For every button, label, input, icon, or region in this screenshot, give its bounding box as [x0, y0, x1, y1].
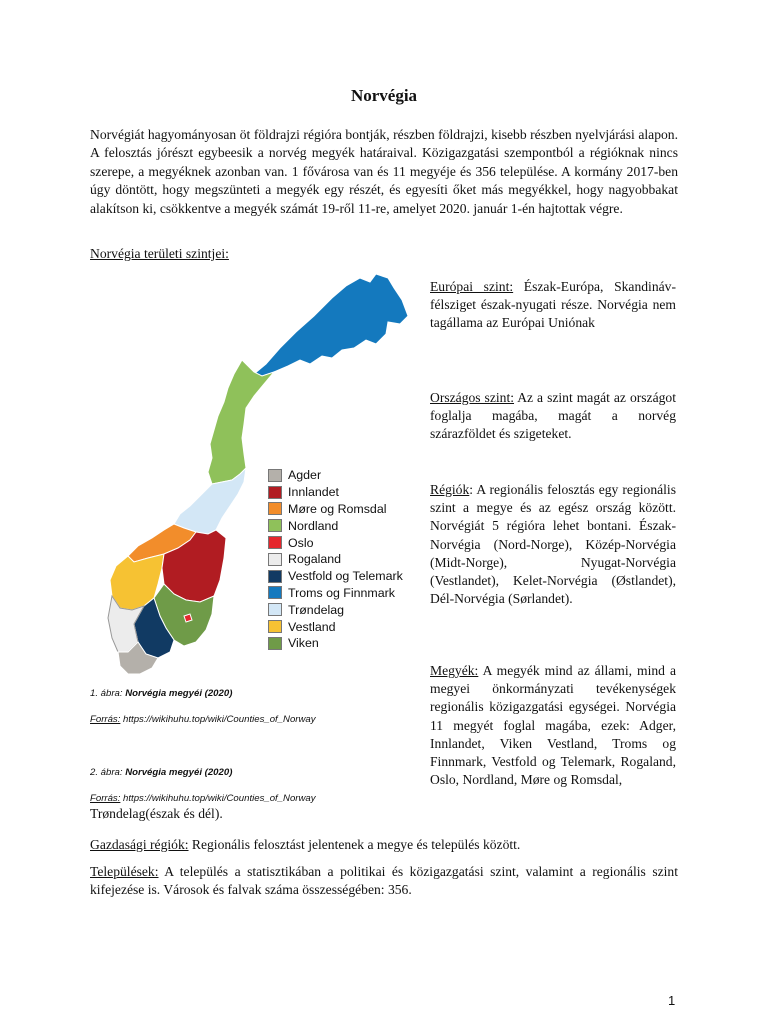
- section-heading: Norvégia területi szintjei:: [90, 246, 229, 261]
- figure-caption-2-title: Norvégia megyéi (2020): [125, 767, 233, 778]
- settlements-lead: Települések:: [90, 864, 159, 879]
- economic-regions-text: Regionális felosztást jelentenek a megye és település között.: [188, 837, 521, 852]
- legend-label: Nordland: [288, 518, 339, 533]
- level-counties-text: A megyék mind az állami, mind a megyei önkormányzati tevékenységek regionális közigazgatási egységei. Norvégia 11 megyét foglal magába, ezek: Adger, Innlandet, Viken Vestland, Troms og Finnmark, Vestfold og Telemark, Rogaland, Oslo, Nordland, Møre og Romsdal,: [430, 663, 676, 788]
- level-regions-lead: Régiók: [430, 482, 470, 497]
- counties-tail: Trøndelag(észak és dél).: [90, 806, 223, 821]
- legend-item: [268, 534, 403, 551]
- legend-item: [268, 517, 403, 534]
- level-counties-lead: Megyék:: [430, 663, 479, 678]
- legend-label: Vestland: [288, 619, 336, 634]
- map-legend: [268, 467, 403, 652]
- legend-label: Trøndelag: [288, 602, 345, 617]
- map-region-troms-og-finnmark: [254, 274, 408, 376]
- legend-label: Oslo: [288, 535, 314, 550]
- legend-label: Rogaland: [288, 552, 342, 567]
- level-counties: [430, 662, 676, 789]
- figure-caption-2: [90, 767, 232, 778]
- figure-source-1: [90, 714, 316, 725]
- page-title: Norvégia: [350, 86, 418, 105]
- legend-item: [268, 601, 403, 618]
- legend-swatch: [268, 570, 282, 583]
- legend-item: [268, 484, 403, 501]
- legend-swatch: [268, 620, 282, 633]
- legend-label: Agder: [288, 468, 322, 483]
- legend-swatch: [268, 502, 282, 515]
- level-european-text: Észak-Európa, Skandináv-félsziget észak-nyugati része. Norvégia nem tagállama az Európai Uniónak: [430, 279, 676, 331]
- level-regions: [430, 481, 676, 608]
- level-european: [430, 278, 676, 333]
- legend-label: Troms og Finnmark: [288, 585, 395, 600]
- figure-caption-1: [90, 688, 232, 699]
- legend-item: [268, 585, 403, 602]
- figure-caption-1-title: Norvégia megyéi (2020): [125, 688, 233, 699]
- legend-label: Møre og Romsdal: [288, 501, 387, 516]
- figure-caption-2-prefix: 2. ábra:: [90, 767, 126, 778]
- level-european-lead: Európai szint:: [430, 279, 514, 294]
- economic-regions-lead: Gazdasági régiók:: [90, 837, 189, 852]
- level-regions-text: : A regionális felosztás egy regionális szint a megye és az egész ország között. Norvégiát 5 régióra lehet bontani. Észak-Norvégia (Nord-Norge), Közép-Norvégia (Midt-Norge), Nyugat-Norvégia (Vestlandet), Kelet-Norvégia (Østlandet), Dél-Norvégia (Sørlandet).: [430, 482, 676, 607]
- figure-source-2-url: https://wikihuhu.top/wiki/Counties_of_Norway: [120, 793, 316, 804]
- legend-swatch: [268, 536, 282, 549]
- settlements: [90, 863, 678, 899]
- settlements-text: A település a statisztikában a politikai és közigazgatási szint, valamint a regionális szint kifejezése is. Városok és falvak száma összességében: 356.: [90, 864, 678, 898]
- legend-swatch: [268, 603, 282, 616]
- figure-source-2-label: Forrás:: [90, 793, 121, 804]
- map-region-oslo: [184, 614, 192, 622]
- intro-paragraph: Norvégiát hagyományosan öt földrajzi régióra bontják, részben földrajzi, kisebb részben nyelvjárási alapon. A felosztás jórészt egybeesik a norvég megyék határaival. Közigazgatási szempontból a régióknak nincs szerepe, a megyéknek azonban van. 1 fővárosa van és 11 megyéje és 356 települése. A kormány 2017-ben úgy döntött, hogy megszünteti a megyék egy részét, és egyesíti őket más megyékkel, hogy nagyobbakat alakítson ki, csökkentve a megyék számát 19-ről 11-re, amelyet 2020. január 1-én hajtottak végre.: [90, 127, 678, 216]
- figure-source-1-label: Forrás:: [90, 714, 121, 725]
- legend-swatch: [268, 519, 282, 532]
- legend-item: [268, 501, 403, 518]
- legend-item: [268, 568, 403, 585]
- legend-swatch: [268, 553, 282, 566]
- map-region-nordland: [208, 360, 274, 484]
- legend-label: Viken: [288, 636, 319, 651]
- legend-item: [268, 467, 403, 484]
- figure-caption-1-prefix: 1. ábra:: [90, 688, 126, 699]
- legend-swatch: [268, 469, 282, 482]
- legend-label: Innlandet: [288, 485, 339, 500]
- level-national: [430, 389, 676, 444]
- legend-item: [268, 551, 403, 568]
- page-number: 1: [668, 993, 676, 1008]
- legend-swatch: [268, 486, 282, 499]
- legend-item: [268, 618, 403, 635]
- figure-source-1-url: https://wikihuhu.top/wiki/Counties_of_Norway: [120, 714, 316, 725]
- legend-swatch: [268, 586, 282, 599]
- economic-regions: [90, 836, 678, 854]
- legend-label: Vestfold og Telemark: [288, 569, 403, 584]
- level-national-lead: Országos szint:: [430, 390, 515, 405]
- figure-source-2: [90, 793, 316, 804]
- level-national-text: Az a szint magát az országot foglalja magába, magát a norvég szárazföldet és szigeteket.: [430, 390, 676, 442]
- legend-swatch: [268, 637, 282, 650]
- legend-item: [268, 635, 403, 652]
